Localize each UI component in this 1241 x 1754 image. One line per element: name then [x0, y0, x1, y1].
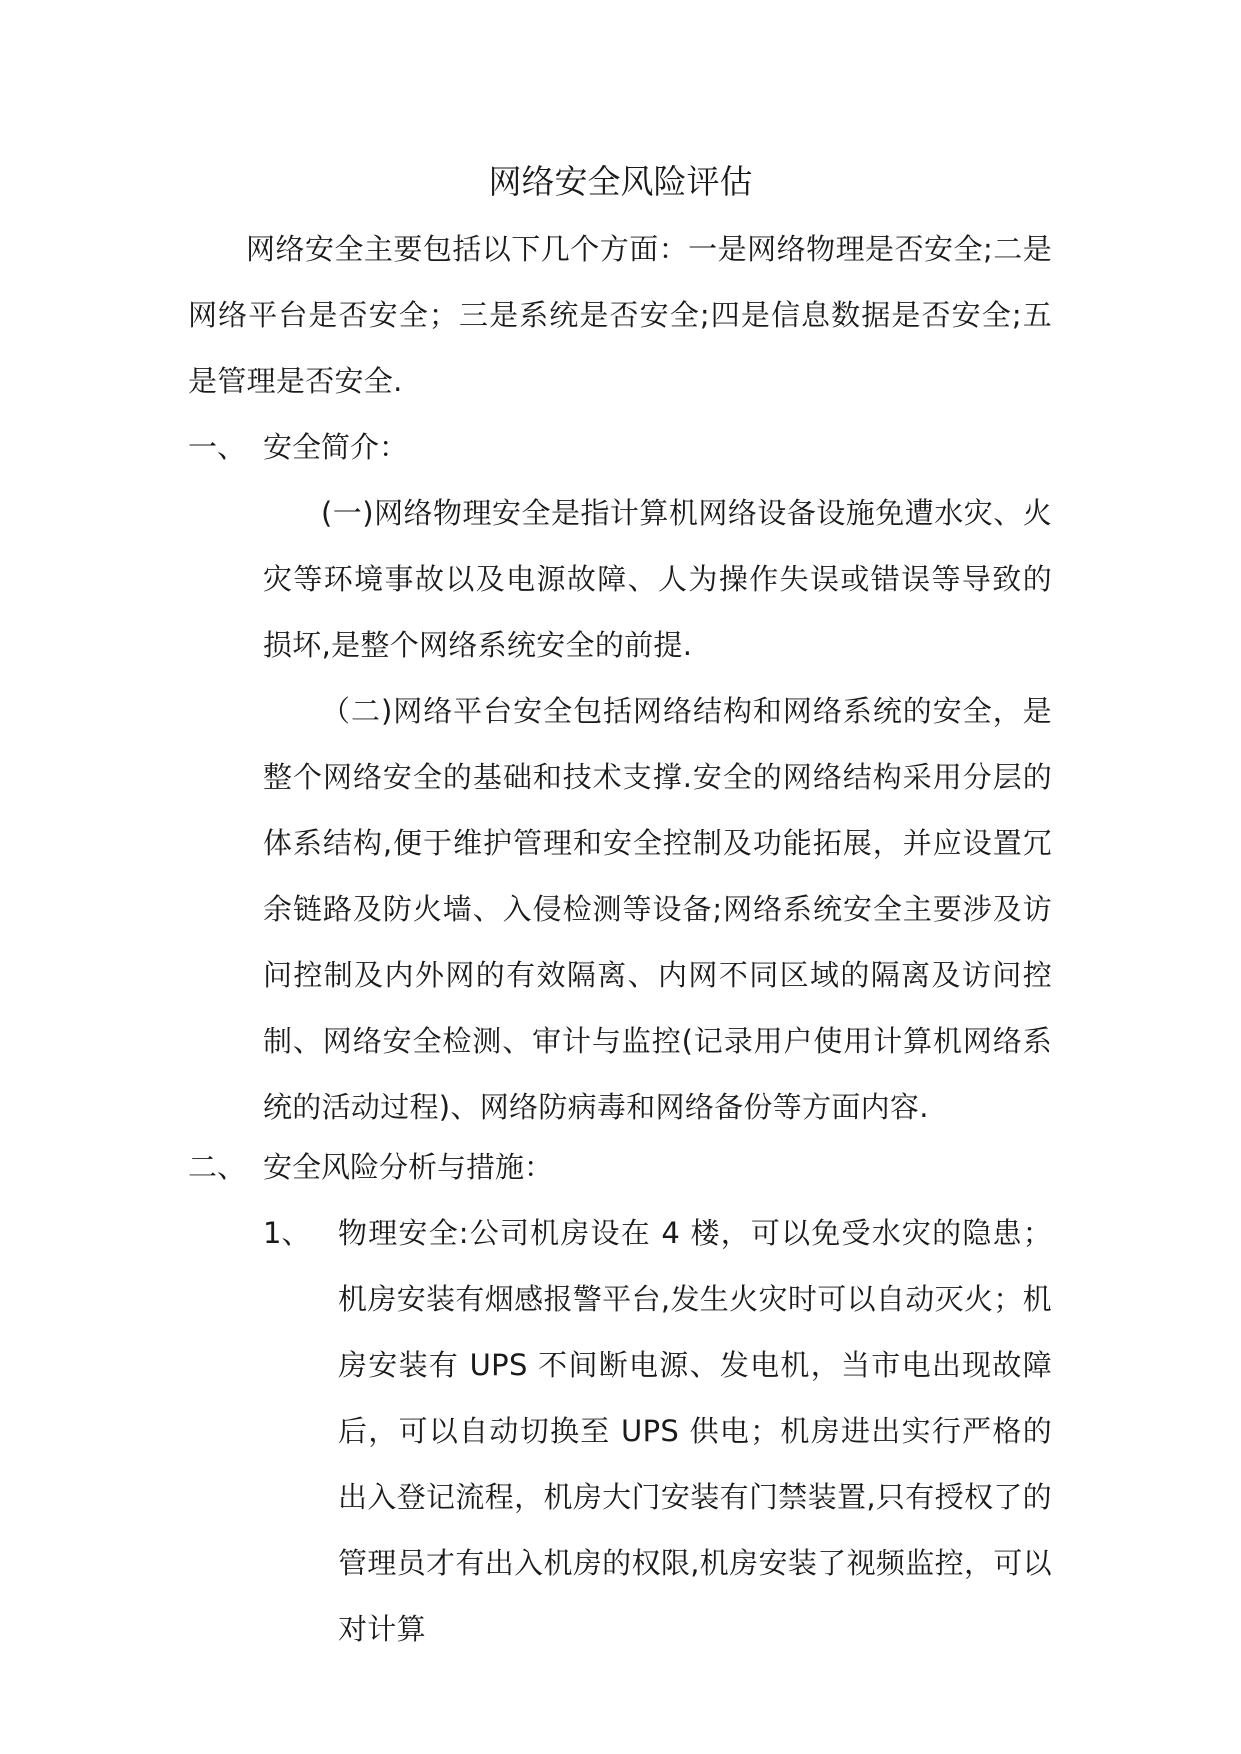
intro-paragraph: 网络安全主要包括以下几个方面：一是网络物理是否安全;二是网络平台是否安全；三是系统是否安全;四是信息数据是否安全;五是管理是否安全.	[188, 232, 1052, 398]
section-2-number: 二、	[188, 1150, 247, 1184]
section-1-heading: 安全简介：	[263, 430, 409, 464]
section-1-number: 一、	[188, 430, 247, 464]
item-1-number: 1、	[263, 1216, 311, 1250]
section-2-heading: 安全风险分析与措施：	[263, 1150, 554, 1184]
section-1-paragraph-1: (一)网络物理安全是指计算机网络设备设施免遭水灾、火灾等环境事故以及电源故障、人为操作失误或错误等导致的损坏,是整个网络系统安全的前提.	[263, 496, 1052, 662]
section-1-paragraph-2: （二)网络平台安全包括网络结构和网络系统的安全，是整个网络安全的基础和技术支撑.安全的网络结构采用分层的体系结构,便于维护管理和安全控制及功能拓展，并应设置冗余链路及防火墙、入侵检测等设备;网络系统安全主要涉及访问控制及内外网的有效隔离、内网不同区域的隔离及访问控制、网络安全检测、审计与监控(记录用户使用计算机网络系统的活动过程)、网络防病毒和网络备份等方面内容.	[263, 694, 1052, 1124]
item-1-text: 物理安全:公司机房设在 4 楼，可以免受水灾的隐患；机房安装有烟感报警平台,发生火灾时可以自动灭火；机房安装有 UPS 不间断电源、发电机，当市电出现故障后，可以自动切换至 UPS 供电；机房进出实行严格的出入登记流程，机房大门安装有门禁装置,只有授权了的管理员才有出入机房的权限,机房安装了视频监控，可以对计算	[338, 1216, 1052, 1646]
document-title: 网络安全风险评估	[488, 162, 753, 201]
